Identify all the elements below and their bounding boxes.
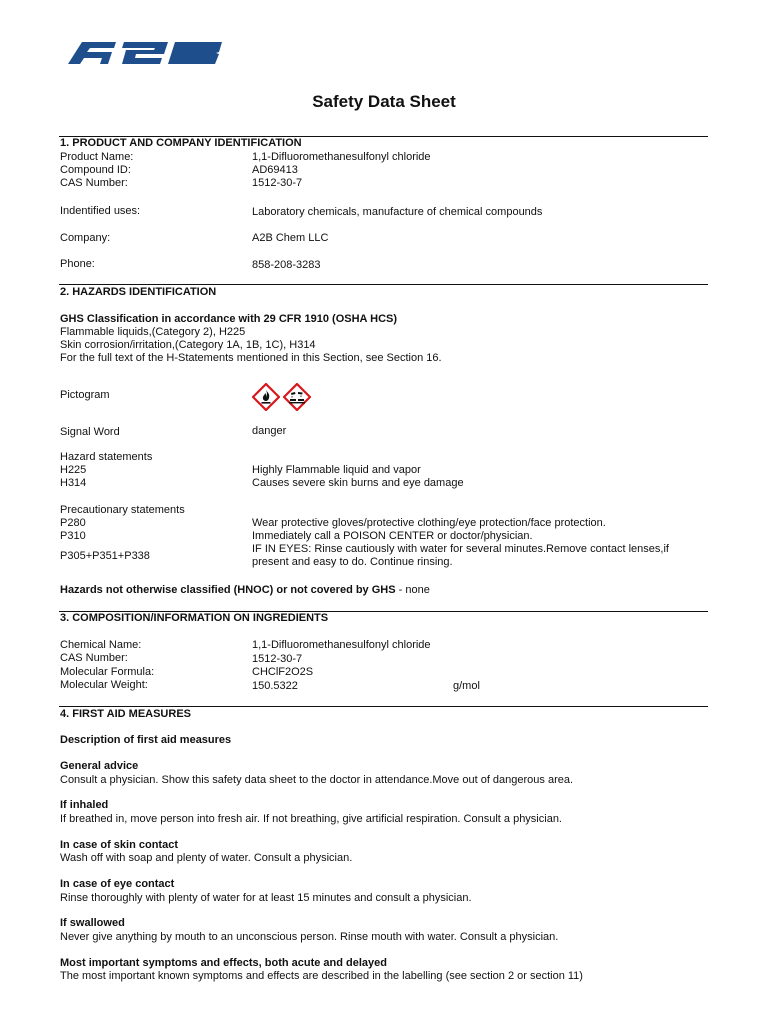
hazard-statements-label: Hazard statements [60, 451, 153, 463]
section-1-heading: 1. PRODUCT AND COMPANY IDENTIFICATION [60, 137, 302, 149]
h314-text: Causes severe skin burns and eye damage [252, 477, 464, 489]
compound-id-value: AD69413 [252, 164, 298, 176]
h314-code: H314 [60, 477, 87, 489]
h225-code: H225 [60, 464, 87, 476]
skin-contact-heading: In case of skin contact [60, 839, 178, 851]
logo-graphic [68, 42, 222, 64]
precautionary-statements-label: Precautionary statements [60, 504, 185, 516]
p310-text: Immediately call a POISON CENTER or doctor/physician. [252, 530, 533, 542]
section-rule [59, 284, 708, 285]
first-aid-description-heading: Description of first aid measures [60, 734, 232, 746]
corrosion-pictogram-icon [283, 383, 311, 411]
section-4-heading: 4. FIRST AID MEASURES [60, 708, 191, 720]
section-3-heading: 3. COMPOSITION/INFORMATION ON INGREDIENTS [60, 612, 329, 624]
if-swallowed-text: Never give anything by mouth to an unconscious person. Rinse mouth with water. Consult a physician. [60, 931, 559, 943]
p305-text-line-2: present and easy to do. Continue rinsing. [252, 556, 453, 568]
ghs-class-skin: Skin corrosion/irritation,(Category 1A, 1B, 1C), H314 [60, 339, 316, 351]
chemical-name-label: Chemical Name: [60, 639, 142, 651]
company-logo [68, 40, 228, 70]
product-name-label: Product Name: [60, 151, 134, 163]
chemical-name-value: 1,1-Difluoromethanesulfonyl chloride [252, 639, 431, 651]
phone-value: 858-208-3283 [252, 259, 321, 271]
skin-contact-text: Wash off with soap and plenty of water. Consult a physician. [60, 852, 353, 864]
if-inhaled-heading: If inhaled [60, 799, 109, 811]
cas-number-label: CAS Number: [60, 177, 128, 189]
p280-text: Wear protective gloves/protective clothing/eye protection/face protection. [252, 517, 606, 529]
identified-uses-label: Indentified uses: [60, 205, 141, 217]
flame-pictogram-icon [252, 383, 280, 411]
p280-code: P280 [60, 517, 86, 529]
eye-contact-heading: In case of eye contact [60, 878, 175, 890]
if-inhaled-text: If breathed in, move person into fresh air. If not breathing, give artificial respiration. Consult a physician. [60, 813, 562, 825]
hnoc-value: - none [395, 584, 430, 596]
if-swallowed-heading: If swallowed [60, 917, 125, 929]
identified-uses-value: Laboratory chemicals, manufacture of chemical compounds [252, 206, 543, 218]
symptoms-heading: Most important symptoms and effects, both acute and delayed [60, 957, 387, 969]
cas-number-label: CAS Number: [60, 652, 128, 664]
ghs-classification-heading: GHS Classification in accordance with 29 CFR 1910 (OSHA HCS) [60, 313, 398, 325]
company-label: Company: [60, 232, 111, 244]
section-rule [59, 706, 708, 707]
molecular-formula-label: Molecular Formula: [60, 666, 155, 678]
general-advice-text: Consult a physician. Show this safety data sheet to the doctor in attendance.Move out of dangerous area. [60, 774, 574, 786]
h225-text: Highly Flammable liquid and vapor [252, 464, 421, 476]
eye-contact-text: Rinse thoroughly with plenty of water for at least 15 minutes and consult a physician. [60, 892, 472, 904]
molecular-weight-value: 150.5322 [252, 680, 298, 692]
p305-text-line-1: IF IN EYES: Rinse cautiously with water for several minutes.Remove contact lenses,if [252, 543, 669, 555]
signal-word-value: danger [252, 425, 287, 437]
molecular-weight-label: Molecular Weight: [60, 679, 148, 691]
compound-id-label: Compound ID: [60, 164, 131, 176]
cas-number-value: 1512-30-7 [252, 653, 303, 665]
h-statements-note: For the full text of the H-Statements mentioned in this Section, see Section 16. [60, 352, 442, 364]
phone-label: Phone: [60, 258, 95, 270]
hnoc-statement [60, 584, 430, 597]
ghs-class-flammable: Flammable liquids,(Category 2), H225 [60, 326, 246, 338]
symptoms-text: The most important known symptoms and effects are described in the labelling (see section 2 or section 11) [60, 970, 583, 982]
cas-number-value: 1512-30-7 [252, 177, 303, 189]
p310-code: P310 [60, 530, 86, 542]
hnoc-label: Hazards not otherwise classified (HNOC) or not covered by GHS [60, 584, 396, 596]
general-advice-heading: General advice [60, 760, 139, 772]
molecular-formula-value: CHClF2O2S [252, 666, 314, 678]
section-2-heading: 2. HAZARDS IDENTIFICATION [60, 286, 217, 298]
document-title: Safety Data Sheet [312, 92, 456, 111]
pictogram-label: Pictogram [60, 389, 110, 401]
p305-code: P305+P351+P338 [60, 550, 150, 562]
molecular-weight-unit: g/mol [453, 680, 480, 692]
product-name-value: 1,1-Difluoromethanesulfonyl chloride [252, 151, 431, 163]
signal-word-label: Signal Word [60, 426, 120, 438]
company-value: A2B Chem LLC [252, 232, 329, 244]
